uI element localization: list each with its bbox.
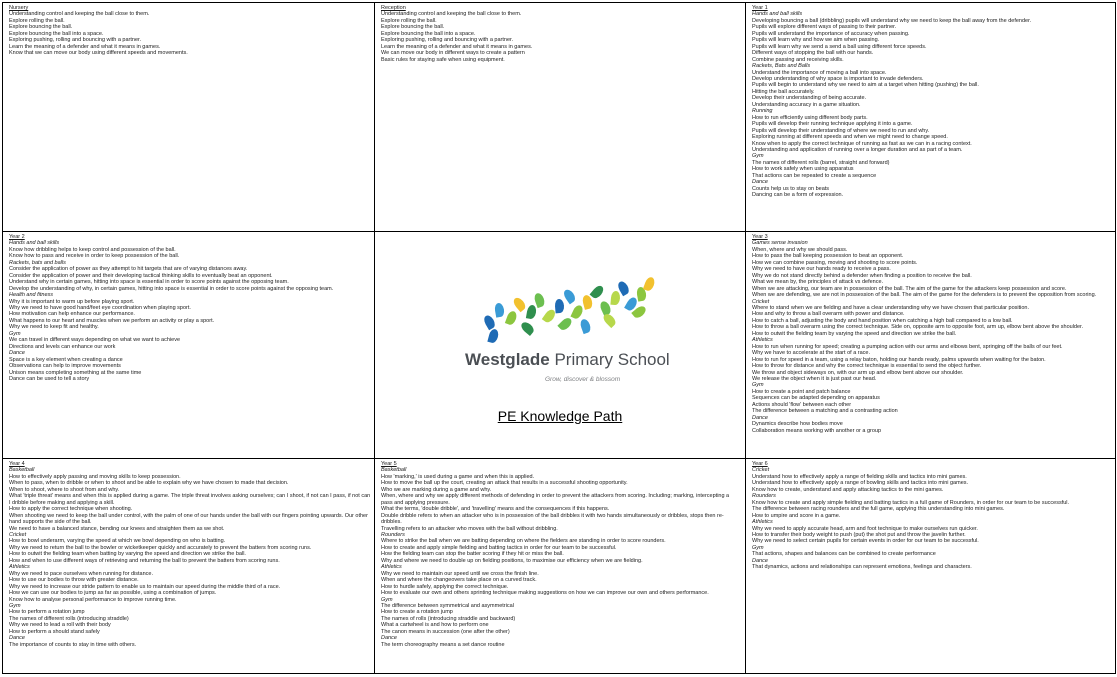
list-item: How to run for speed in a team, using a relay baton, holding our hands ready, palms upwards when waiting for the baton.	[752, 356, 1046, 363]
leaf-icon	[494, 302, 505, 317]
cell-heading: Year 2	[9, 234, 25, 240]
section-heading: Athletics	[9, 564, 30, 571]
list-item: Understand how to effectively apply a range of fielding skills and tactics into mini games.	[752, 473, 967, 480]
section-heading: Cricket	[9, 531, 27, 538]
list-item: That actions can be repeated to create a sequence	[752, 172, 877, 179]
cell-heading: Year 1	[752, 5, 768, 11]
list-item: Pupils will understand the importance of accuracy when passing.	[752, 30, 910, 37]
list-item: Know how to analyse personal performance to improve running time.	[9, 596, 177, 603]
section-heading: Gym	[752, 382, 764, 389]
school-tagline: Grow, discover & blossom	[545, 375, 621, 383]
section-heading: Gym	[9, 602, 21, 609]
cell-list	[752, 467, 1112, 570]
list-item: Hitting the ball accurately.	[752, 88, 815, 95]
list-item: Why we have to accelerate at the start of a race.	[752, 350, 871, 357]
leaf-icon	[562, 287, 577, 304]
cell-list	[9, 240, 371, 382]
list-item: How to umpire and score in a game.	[752, 512, 841, 519]
list-item: Why we need to apply accurate head, arm and foot technique to make ourselves run quicker.	[752, 525, 978, 532]
list-item: Know that we can move our body using different speeds and movements.	[9, 50, 188, 57]
page-title: PE Knowledge Path	[497, 407, 623, 424]
section-heading: Running	[752, 108, 773, 115]
leaf-icon	[519, 320, 536, 336]
list-item: When to pass, when to dribble or when to shoot and be able to explain why we have chosen to made that decision.	[9, 480, 289, 487]
list-item: Understand why in certain games, hitting into space is essential in order to score points against the opposing team.	[9, 279, 289, 286]
section-heading: Basketball	[9, 467, 35, 474]
cell-heading: Year 6	[752, 461, 768, 467]
list-item: Counts help us to stay on beats	[752, 185, 830, 192]
list-item: Understanding control and keeping the ball close to them.	[381, 11, 522, 18]
list-item: Exploring running at different speeds and when we might need to change speed.	[752, 134, 948, 141]
cell-year6	[746, 459, 1116, 674]
section-heading: Rackets, Bats and Balls	[752, 63, 811, 70]
list-item: Where to stand when we are fielding and have a clear understanding why we have chosen that particular position.	[752, 304, 1030, 311]
section-heading: Hands and ball skills	[752, 11, 803, 18]
list-item: We throw and object sideways on, with our arm up and elbow bent above our shoulder.	[752, 369, 964, 376]
list-item: The difference between racing rounders and the full game, applying this understanding into mini games.	[752, 506, 1005, 513]
cell-year4	[3, 459, 375, 674]
knowledge-grid	[2, 2, 1116, 674]
list-item: Understanding and application of running over a longer duration and as part of a team.	[752, 146, 963, 153]
list-item: How to catch a ball, adjusting the body and hand position when catching a high ball compared to a low ball.	[752, 317, 1013, 324]
section-heading: Gym	[752, 544, 764, 551]
list-item: How to run efficiently using different body parts.	[752, 114, 868, 121]
list-item: Developing bouncing a ball (dribbling) pupils will understand why we need to keep the ball away from the defender.	[752, 17, 1032, 24]
section-heading: Dance	[752, 179, 768, 186]
list-item: Pupils will develop their running technique applying it into a game.	[752, 121, 913, 128]
list-item: Pupils will develop their understanding of where we need to run and why.	[752, 127, 930, 134]
list-item: How to throw a ball overarm using the correct technique. Side on, opposite arm to opposite foot, arm up, elbow bent above the shoulder.	[752, 324, 1084, 331]
list-item: How and when to use different ways of retrieving and returning the ball to prevent the batters from scoring runs.	[9, 557, 280, 564]
list-item: The canon means in succession (one after the other)	[381, 628, 510, 635]
list-item: Pupils will explore different ways of passing to their partner.	[752, 24, 897, 31]
leaf-icon	[610, 290, 620, 305]
list-item: Why we need to return the ball to the bowler or wicketkeeper quickly and accurately to prevent the batters from scoring runs.	[9, 544, 312, 551]
list-item: We need to have a balanced stance, bending our knees and straighten them as we shot.	[9, 525, 225, 532]
list-item: When, where and why we should pass.	[752, 246, 848, 253]
list-item: How the fielding team can stop the batter scoring if they hit or miss the ball.	[381, 551, 564, 558]
list-item: How to work safely when using apparatus	[752, 166, 854, 173]
list-item: How to pass the ball keeping possession to beat an opponent.	[752, 253, 904, 260]
list-item: Why we need to have good hand/feet eye coordination when playing sport.	[9, 304, 191, 311]
list-item: What a cartwheel is and how to perform one	[381, 622, 489, 629]
list-item: Why we need to keep fit and healthy.	[9, 324, 99, 331]
list-item: Develop their understanding of being accurate.	[752, 95, 867, 102]
list-item: The difference between a matching and a contrasting action	[752, 408, 898, 415]
list-item: How to hurdle safely, applying the correct technique.	[381, 583, 509, 590]
list-item: How to run when running for speed; creating a pumping action with our arms and elbows bent, springing off the balls of our feet.	[752, 343, 1063, 350]
list-item: Why we do not stand directly behind a defender when finding a position to receive the ball.	[752, 272, 972, 279]
section-heading: Gym	[9, 330, 21, 337]
section-heading: Rounders	[752, 493, 776, 500]
list-item: Dance can be used to tell a story	[9, 375, 90, 382]
list-item: When shooting we need to keep the ball under control, with the palm of one of our hands under the ball with our fingers pointing upwards. Our other hand supports the side of the ball.	[9, 512, 368, 526]
cell-list	[9, 467, 371, 648]
list-item: Sequences can be adapted depending on apparatus	[752, 395, 880, 402]
list-item: Know how dribbling helps to keep control and possession of the ball.	[9, 246, 176, 253]
list-item: Double dribble refers to when an attacker who is in possession of the ball dribbles it with two hands simultaneously or dribbles, stops then re-dribbles.	[381, 512, 724, 526]
list-item: What the terms, 'double dribble', and 'travelling' means and the consequences if this happens.	[381, 506, 610, 513]
list-item: How to outwit the fielding team when batting by varying the speed and direction we strike the ball.	[9, 551, 246, 558]
list-item: Understand how to effectively apply a range of bowling skills and tactics into mini games.	[752, 480, 969, 487]
list-item: When, where and why we apply different methods of defending in order to prevent the attackers from scoring. Including; marking, intercepting a pass and applying pressure.	[381, 493, 730, 506]
list-item: Explore bouncing the ball into a space.	[381, 30, 476, 37]
list-item: Why it is important to warm up before playing sport.	[9, 298, 135, 305]
leaf-icon	[512, 296, 528, 313]
list-item: Explore bouncing the ball.	[9, 24, 73, 31]
section-heading: Hands and ball skills	[9, 240, 60, 247]
list-item: Explore bouncing the ball.	[381, 24, 445, 31]
section-heading: Dance	[9, 350, 25, 357]
list-item: We can travel in different ways depending on what we want to achieve	[9, 337, 181, 344]
list-item: When and where the changeovers take place on a curved track.	[381, 577, 537, 584]
list-item: How to use our bodies to throw with greater distance.	[9, 577, 139, 584]
list-item: How to throw for distance and why the correct technique is essential to send the object further.	[752, 363, 982, 370]
list-item: How to apply the correct technique when shooting.	[9, 506, 133, 513]
list-item: That dynamics, actions and relationships can represent emotions, feelings and characters.	[752, 564, 972, 571]
section-heading: Dance	[381, 635, 397, 642]
cell-year3	[746, 232, 1116, 459]
list-item: Pupils will learn why we send a send a ball using different force speeds.	[752, 43, 927, 50]
list-item: How to outwit the fielding team by varying the speed and direction we strike the ball.	[752, 330, 957, 337]
list-item: Why we need to pace ourselves when running for distance.	[9, 570, 153, 577]
list-item: Travelling refers to an attacker who moves with the ball without dribbling.	[381, 525, 558, 532]
list-item: Explore bouncing the ball into a space.	[9, 30, 104, 37]
cell-nursery	[3, 3, 375, 232]
leaf-icon	[590, 284, 606, 301]
list-item: Consider the application of power and their developing tactical thinking skills to eventually beat an opponent.	[9, 272, 273, 279]
section-heading: Cricket	[752, 467, 770, 474]
list-item: Explore rolling the ball.	[9, 17, 65, 24]
list-item: Space is a key element when creating a dance	[9, 356, 123, 363]
cell-heading: Reception	[381, 5, 406, 11]
list-item: Basic rules for staying safe when using equipment.	[381, 56, 505, 63]
leaf-icon	[557, 316, 573, 332]
section-heading: Rackets, bats and balls	[9, 259, 66, 266]
list-item: How to create a point and patch balance	[752, 388, 851, 395]
list-item: Develop understanding of why space is important to invade defenders.	[752, 75, 924, 82]
leaf-icon	[601, 312, 617, 328]
list-item: Collaboration means working with another or a group	[752, 427, 882, 434]
list-item: How 'marking,' is used during a game and when this is applied.	[381, 473, 535, 480]
list-item: Pupils will begin to understand why we need to aim at a target when hitting (pushing) the ball.	[752, 82, 979, 89]
leaf-icon	[554, 298, 564, 313]
cell-list	[9, 11, 371, 56]
list-item: Exploring pushing, rolling and bouncing with a partner.	[9, 37, 142, 44]
list-item: We can move our body in different ways to create a pattern	[381, 50, 525, 57]
list-item: Exploring pushing, rolling and bouncing with a partner.	[381, 37, 514, 44]
list-item: The names of different rolls (introducing straddle)	[9, 615, 129, 622]
list-item: The difference between symmetrical and asymmetrical	[381, 602, 514, 609]
list-item: The importance of counts to stay in time with others.	[9, 641, 137, 648]
list-item: How to bowl underarm, varying the speed at which we bowl depending on who is batting.	[9, 538, 226, 545]
list-item: How to create a rotation jump	[381, 609, 453, 616]
list-item: What 'triple threat' means and when this is applied during a game. The triple threat involves asking ourselves; can I shoot, if not can I pass, if not can I dribble before making and applying a skill.	[9, 493, 371, 506]
list-item: How to perform a should stand safely	[9, 628, 100, 635]
section-heading: Athletics	[752, 337, 773, 344]
cell-year5	[375, 459, 746, 674]
list-item: When we are attacking, our team are in possession of the ball. The aim of the game for the attackers keep possession and score.	[752, 285, 1067, 292]
list-item: Unison means completing something at the same time	[9, 369, 142, 376]
list-item: Combine passing and receiving skills.	[752, 56, 844, 63]
list-item: Pupils will learn why and how we aim when passing.	[752, 37, 880, 44]
list-item: Know how to create, understand and apply attacking tactics to the mini games.	[752, 486, 944, 493]
list-item: Why we need to lead a roll with their body	[9, 622, 111, 629]
list-item: How to create and apply simple fielding and batting tactics in order for our team to be successful.	[381, 544, 617, 551]
section-heading: Athletics	[752, 519, 773, 526]
list-item: Know when to apply the correct technique of running as fast as we can in a racing context.	[752, 140, 972, 147]
section-heading: Games sense invasion	[752, 240, 808, 247]
school-logo	[465, 275, 670, 385]
list-item: When we are defending, we are not in possession of the ball. The aim of the game for the defenders is to prevent the opposition from scoring.	[752, 292, 1097, 299]
cell-heading: Year 5	[381, 461, 397, 467]
list-item: How to perform a rotation jump	[9, 609, 85, 616]
cell-heading: Year 4	[9, 461, 25, 467]
list-item: We release the object when it is just past our head.	[752, 375, 877, 382]
list-item: How and why to throw a ball overarm with power and distance.	[752, 311, 905, 318]
list-item: Understand the importance of moving a ball into space.	[752, 69, 887, 76]
cell-list	[752, 240, 1112, 434]
cell-heading: Nursery	[9, 5, 29, 11]
list-item: What we mean by, the principles of attack vs defence.	[752, 279, 884, 286]
cell-list	[752, 11, 1112, 198]
list-item: Who we are marking during a game and why.	[381, 486, 492, 493]
list-item: Learn the meaning of a defender and what it means in games.	[381, 43, 533, 50]
section-heading: Health and fitness	[9, 292, 54, 299]
list-item: Why we need to select certain pupils for certain events in order for our team to be successful.	[752, 538, 979, 545]
list-item: Know how to create and apply simple fielding and batting tactics in a full game of Rounders, in order for our team to be successful.	[752, 499, 1070, 506]
list-item: Dancing can be a form of expression.	[752, 192, 844, 199]
list-item: Actions should 'flow' between each other	[752, 401, 852, 408]
list-item: What happens to our heart and muscles when we perform an activity or play a sport.	[9, 317, 215, 324]
center-panel	[375, 232, 746, 459]
list-item: The names of rolls (introducing straddle and backward)	[381, 615, 516, 622]
cell-list	[381, 11, 742, 63]
list-item: Understanding accuracy in a game situation.	[752, 101, 861, 108]
list-item: Directions and levels can enhance our work	[9, 343, 116, 350]
cell-year2	[3, 232, 375, 459]
leaf-icon	[526, 304, 537, 319]
list-item: Where to strike the ball when we are batting depending on where the fielders are standing in order to score rounders.	[381, 538, 666, 545]
school-name	[465, 349, 670, 369]
cell-list	[381, 467, 742, 648]
section-heading: Dance	[752, 557, 768, 564]
leaf-icon	[570, 304, 584, 320]
list-item: Why we need to have our hands ready to receive a pass.	[752, 266, 891, 273]
leaf-icon	[579, 318, 592, 334]
list-item: The term choreography means a set dance routine	[381, 641, 505, 648]
list-item: Observations can help to improve movements	[9, 363, 121, 370]
section-heading: Gym	[752, 153, 764, 160]
list-item: Learn the meaning of a defender and what it means in games.	[9, 43, 161, 50]
section-heading: Cricket	[752, 298, 770, 305]
list-item: Understanding control and keeping the ball close to them.	[9, 11, 150, 18]
section-heading: Basketball	[381, 467, 407, 474]
cell-heading: Year 3	[752, 234, 768, 240]
list-item: How we can combine passing, moving and shooting to score points.	[752, 259, 918, 266]
section-heading: Gym	[381, 596, 393, 603]
list-item: How to effectively apply passing and moving skills to keep possession.	[9, 473, 181, 480]
school-name-bold: Westglade	[465, 349, 550, 369]
list-item: How to move the ball up the court, creating an attack that results in a successful shooting opportunity.	[381, 480, 628, 487]
list-item: Why we need to maintain our speed until we cross the finish line.	[381, 570, 539, 577]
list-item: Explore rolling the ball.	[381, 17, 437, 24]
school-name-light: Primary School	[554, 349, 670, 369]
list-item: Consider the application of power as they attempt to hit targets that are of varying distances away.	[9, 266, 248, 273]
list-item: When to shoot, where to shoot from and why.	[9, 486, 120, 493]
leaf-icon	[505, 310, 518, 326]
section-heading: Athletics	[381, 564, 402, 571]
section-heading: Dance	[9, 635, 25, 642]
leaf-icon	[482, 313, 497, 330]
cell-year1	[746, 3, 1116, 232]
list-item: Why and where we need to double up on fielding positions, to maximise our efficiency when we are fielding.	[381, 557, 643, 564]
list-item: Dynamics describe how bodies move	[752, 421, 843, 428]
list-item: How we can use our bodies to jump as far as possible, using a combination of jumps.	[9, 590, 217, 597]
list-item: Different ways of stopping the ball with our hands.	[752, 50, 874, 57]
list-item: The names of different rolls (barrel, straight and forward)	[752, 159, 890, 166]
list-item: How motivation can help enhance our performance.	[9, 311, 135, 318]
list-item: Why we need to increase our stride pattern to enable us to maintain our speed during the middle third of a race.	[9, 583, 281, 590]
list-item: Develop the understanding of why, in certain games, hitting into space is essential in order to score points against the opposing team.	[9, 285, 334, 292]
list-item: That actions, shapes and balances can be combined to create performance	[752, 551, 936, 558]
cell-reception	[375, 3, 746, 232]
section-heading: Rounders	[381, 531, 405, 538]
list-item: How to evaluate our own and others sprinting technique making suggestions on how we can improve our own and others performance.	[381, 590, 709, 597]
leaf-icon	[643, 276, 656, 292]
section-heading: Dance	[752, 414, 768, 421]
list-item: Know how to pass and receive in order to keep possession of the ball.	[9, 253, 180, 260]
list-item: How to transfer their body weight to push (put) the shot put and throw the javelin further.	[752, 531, 966, 538]
